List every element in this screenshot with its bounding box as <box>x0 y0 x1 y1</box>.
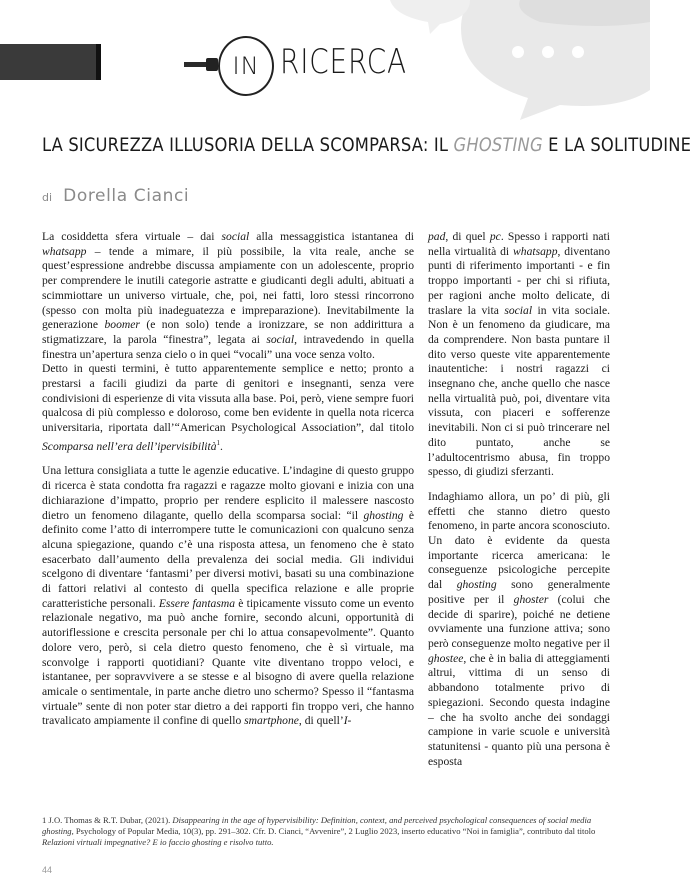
header-bar <box>0 44 96 80</box>
footnote: 1 J.O. Thomas & R.T. Dubar, (2021). Disappearing in the age of hypervisibility: Definition, context, and perceived psychological consequences of social media ghosting, Psychology of Popular Media, 10(3), pp. 291–302. Cfr. D. Cianci, “Avvenire”, 2 Luglio 2023, inserto educativo “Noi in famiglia”, contributo dal titolo Relazioni virtuali impegnative? E io faccio ghosting e risolvo tutto. <box>42 815 596 848</box>
title-part-2: E LA SOLITUDINE <box>548 134 691 156</box>
byline <box>42 186 189 206</box>
italic-text: Relazioni virtuali impegnative? E io faccio ghosting e risolvo tutto. <box>42 837 274 848</box>
bubble-dot-icon <box>542 46 554 58</box>
italic-text: Scomparsa nell’era dell’ipervisibilità <box>42 439 217 453</box>
italic-text: whatsapp <box>513 244 558 258</box>
section-circle-text: IN <box>232 52 260 80</box>
header-bar-edge <box>96 44 101 80</box>
italic-text: social <box>266 332 295 346</box>
section-circle-badge <box>218 36 274 96</box>
italic-text: smartphone <box>244 714 299 728</box>
italic-text: pc <box>489 230 501 243</box>
paragraph: Una lettura consigliata a tutte le agenzie educative. L’indagine di questo gruppo di ricerca è stata condotta fra ragazzi e ragazze molto giovani e inizia con una dichiarazione d’impatto, proprio per rendere esplicito il malessere nascosto dietro un fenomeno dilagante, quello della scomparsa social: “il ghosting è definito come l’atto di interrompere tutte le comunicazioni con qualcuno senza alcuna spiegazione, quando c’è una risposta attesa, un fenomeno che è stato esacerbato dall’aumento della prevalenza dei social media. Gli individui scelgono di diventare ‘fantasmi’ per diversi motivi, basati su una combinazione di fattori relativi al contesto di quella specifica relazione e alle proprie caratteristiche personali. Essere fantasma è tipicamente vissuto come un evento relazionale negativo, ma può anche fornire, secondo alcuni, opportunità di autoriflessione e crescita personale per chi lo attua consapevolmente”. Quanto dolore vero, però, si cela dietro questo fenomeno, che è sì virtuale, ma sconvolge i rapporti quotidiani? Quante vite diventano troppo veloci, e istantanee, per sopravvivere a se stesse e al bisogno di avere quella relazione amicale o sentimentale, in parte anche dietro uno schermo? Spesso il “fantasma virtuale” sente di non poter star dietro a dei rapporti fin troppo veri, che hanno travalicato ampiamente il confine di quello smartphone, di quell’I- <box>42 464 415 728</box>
italic-text: social <box>221 230 250 243</box>
page-number: 44 <box>42 865 53 875</box>
paragraph: Detto in questi termini, è tutto apparentemente semplice e netto; pronto a prestarsi a facili giudizi da parte di genitori e insegnanti, senza vere condivisioni di esperienze di vita vissuta alla base. Poi, però, viene sempre fuori qualcosa di più complesso e doloroso, come ben evidente in quella nota ricerca universitaria, riportata dall’“American Psychological Association”, dal titolo Scomparsa nell’era dell’ipervisibilità$^1$. <box>42 362 414 453</box>
italic-text: ghosting <box>363 508 404 522</box>
italic-text: pad <box>428 230 446 243</box>
bubble-dot-icon <box>572 46 584 58</box>
right-column <box>428 230 610 769</box>
small-speech-bubble-icon <box>390 0 470 34</box>
italic-text: whatsapp <box>42 244 87 258</box>
paragraph: La cosiddetta sfera virtuale – dai social alla messaggistica istantanea di whatsapp – tende a mimare, il più possibile, la vita reale, anche se quest’espressione andrebbe discussa ampiamente con un adolescente, proprio per comprendere le inutili categorie astratte e giudicanti degli adulti, abituati a scimmiottare un universo virtuale, che, poi, nei fatti, loro stessi rincorrono (spesso con molta più inadeguatezza e impreparazione). Inevitabilmente la generazione boomer (e non solo) tende a ironizzare, se non addirittura a stigmatizzare, la parola “finestra”, legata ai social, intravedendo in quella finestra un’apertura senza cielo o in quei “vocali” una voce senza volto. <box>42 230 415 361</box>
footnote-marker: 1 <box>216 438 221 447</box>
title-italic-word: GHOSTING <box>453 134 543 156</box>
italic-text: social <box>504 303 533 317</box>
byline-prefix: di <box>42 191 53 204</box>
paragraph: Indaghiamo allora, un po’ di più, gli effetti che stanno dietro questo fenomeno, in parte ancora sconosciuto. Un dato è evidente da questa importante ricerca americana: le conseguenze psicologiche percepite dal ghosting sono generalmente positive per il ghoster (colui che decide di sparire), poiché ne detiene ovviamente una funzione attiva; sono però conseguenze molto negative per il ghostee, che è in balia di atteggiamenti altrui, vittima di un senso di abbandono totalmente privo di spiegazioni. Secondo questa indagine – che ha svolto anche dei sondaggi campione in varie scuole e università statunitensi - quanto più una persona è esposta <box>428 489 611 768</box>
section-name: RICERCA <box>280 42 407 82</box>
paragraph: pad, di quel pc. Spesso i rapporti nati nella virtualità di whatsapp, diventano punti di riferimento importanti - e fin troppo importanti - per chi si rifiuta, per ragioni anche molto delicate, di traslare la vita social in vita sociale. Non è un fenomeno da giudicare, ma da comprendere. Non basta puntare il dito verso queste vite apparentemente inautentiche: i nostri ragazzi ci insegnano che, anche quello che nasce nella virtualità può, poi, diventare vita vissuta, con piaceri e sofferenze inevitabili. Non ci si può trincerare nel dito puntato, anche se l’adultocentrismo abusa, fin troppo spesso, di giudizi sferzanti. <box>428 230 611 479</box>
italic-text: Disappearing in the age of hypervisibility: Definition, context, and perceived psychological consequences of social media ghosting <box>42 815 592 837</box>
left-column <box>42 230 414 729</box>
italic-text: ghosting <box>456 578 497 592</box>
title-part-1: LA SICUREZZA ILLUSORIA DELLA SCOMPARSA: IL <box>42 134 449 156</box>
bubble-dot-icon <box>512 46 524 58</box>
italic-text: Essere fantasma <box>158 596 236 610</box>
italic-text: boomer <box>104 318 140 332</box>
pen-tip-icon <box>206 58 218 71</box>
italic-text: ghoster <box>513 592 549 606</box>
italic-text: I- <box>343 714 352 728</box>
pen-line-icon <box>184 62 206 67</box>
author-name: Dorella Cianci <box>63 186 190 206</box>
article-title <box>42 134 691 156</box>
italic-text: ghostee <box>428 651 464 665</box>
